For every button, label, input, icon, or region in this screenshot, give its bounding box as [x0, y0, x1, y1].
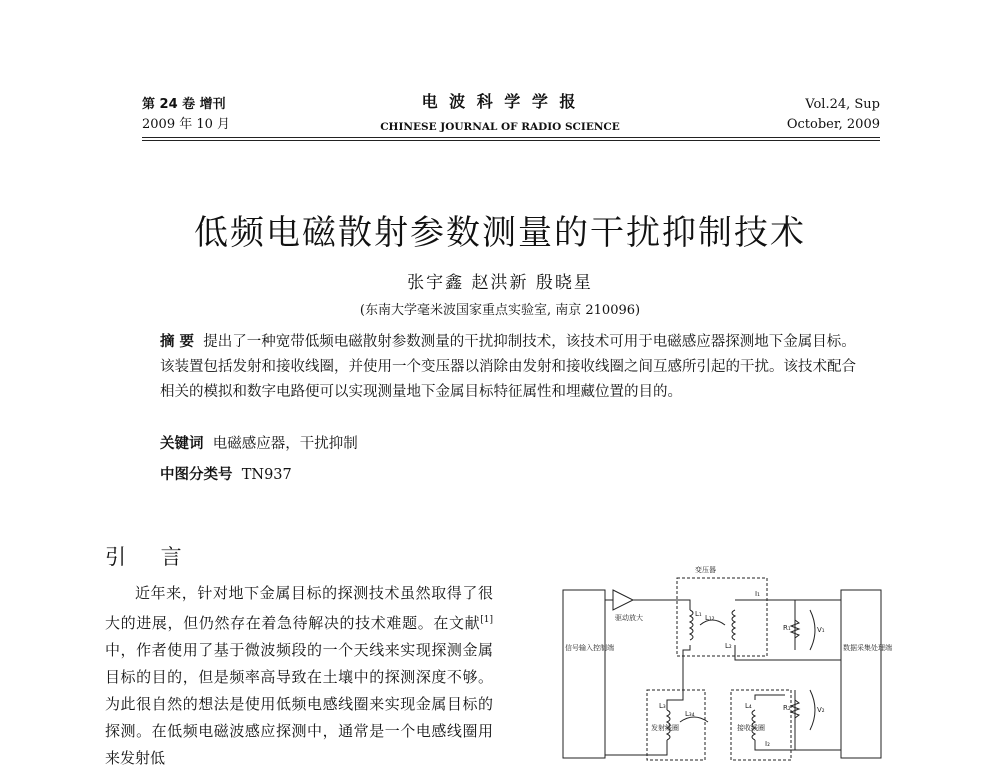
label-l1: L₁	[695, 610, 702, 618]
citation-ref: [1]	[480, 615, 493, 625]
label-m12: L₁₂	[705, 614, 715, 622]
paper-title: 低频电磁散射参数测量的干扰抑制技术	[194, 213, 806, 253]
label-m34: L₃₄	[685, 710, 695, 718]
tx-label: 发射线圈	[651, 724, 679, 732]
header-rule	[142, 137, 880, 138]
label-v2: V₂	[817, 706, 825, 714]
amplifier-symbol	[613, 590, 633, 610]
journal-name-en: CHINESE JOURNAL OF RADIO SCIENCE	[380, 121, 620, 133]
label-r2: R₂	[783, 704, 791, 712]
transformer-box	[677, 578, 767, 656]
keywords-text: 电磁感应器，干扰抑制	[212, 436, 358, 452]
rx-label: 接收线圈	[737, 724, 765, 732]
classification	[160, 463, 292, 484]
volume-en: Vol.24, Sup	[805, 97, 880, 112]
source-box	[563, 590, 605, 758]
journal-volume: 第 24 卷 增刊	[142, 97, 226, 112]
abstract-text: 提出了一种宽带低频电磁散射参数测量的干扰抑制技术，该技术可用于电磁感应器探测地下金属目标。该装置包括发射和接收线圈，并使用一个变压器以消除由发射和接收线圈之间互感所引起的干扰。该技术配合相关的模拟和数字电路便可以实现测量地下金属目标特征属性和埋藏位置的目的。	[160, 334, 856, 400]
intro-text-1: 近年来，针对地下金属目标的探测技术虽然取得了很大的进展，但仍然存在着急待解决的技术难题。在文献	[105, 584, 493, 632]
header-rule-2	[142, 140, 880, 141]
daq-box	[841, 590, 881, 758]
label-l3: L₃	[659, 702, 666, 710]
affiliation: (东南大学毫米波国家重点实验室, 南京 210096)	[359, 303, 641, 318]
classification-code: TN937	[241, 467, 292, 483]
journal-name-cn: 电 波 科 学 学 报	[421, 92, 579, 111]
classification-label: 中图分类号	[160, 467, 233, 483]
intro-paragraph	[105, 580, 493, 772]
keywords	[160, 432, 358, 453]
abstract-label: 摘 要	[160, 334, 195, 350]
authors: 张宇鑫 赵洪新 殷晓星	[407, 273, 593, 293]
circuit-diagram	[555, 550, 892, 760]
amp-label: 驱动放大	[615, 614, 643, 622]
daq-label: 数据采集处理端	[843, 644, 892, 652]
label-i1: I₁	[755, 590, 760, 598]
date-en: October, 2009	[786, 117, 880, 132]
abstract	[160, 330, 860, 405]
label-l4: L₄	[745, 702, 752, 710]
label-l2: L₂	[725, 642, 732, 650]
label-i2: I₂	[765, 740, 770, 748]
journal-date: 2009 年 10 月	[142, 117, 231, 132]
section-heading: 引 言	[105, 545, 196, 569]
label-r1: R₁	[783, 624, 791, 632]
transformer-label: 变压器	[695, 566, 716, 574]
source-label: 信号输入控制端	[565, 644, 614, 652]
keywords-label: 关键词	[160, 436, 204, 452]
intro-text-2: 中，作者使用了基于微波频段的一个天线来实现探测金属目标的目的，但是频率高导致在土壤中的探测深度不够。为此很自然的想法是使用低频电感线圈来实现金属目标的探测。在低频电磁波感应探测中，通常是一个电感线圈用来发射低	[105, 641, 493, 767]
label-v1: V₁	[817, 626, 825, 634]
